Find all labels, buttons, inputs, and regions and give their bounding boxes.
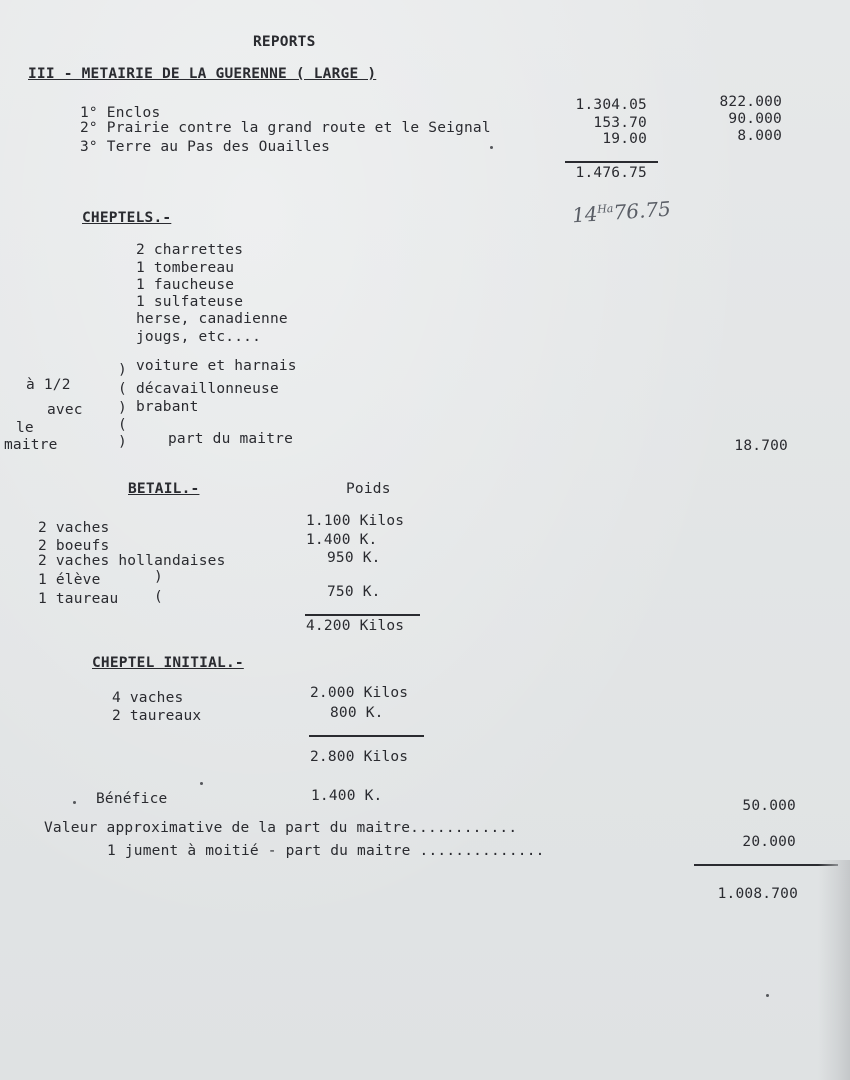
bracket: ) bbox=[154, 569, 163, 585]
initial-label: 2 taureaux bbox=[112, 708, 202, 724]
benefice-weight: 1.400 K. bbox=[311, 788, 383, 804]
initial-weight: 2.000 Kilos bbox=[310, 685, 409, 701]
livestock-label: 2 boeufs bbox=[38, 538, 110, 554]
parcel-area: 153.70 bbox=[593, 115, 647, 131]
livestock-weight: 1.100 Kilos bbox=[306, 513, 405, 529]
paper-edge bbox=[818, 860, 850, 1080]
jument-value: 20.000 bbox=[742, 834, 796, 850]
livestock-label: 1 élève bbox=[38, 572, 101, 588]
equipment-item: 2 charrettes bbox=[136, 242, 244, 258]
total-rule bbox=[305, 614, 420, 616]
livestock-label: 2 vaches bbox=[38, 520, 110, 536]
half-side-label: avec bbox=[47, 402, 83, 418]
weight-header: Poids bbox=[346, 481, 391, 497]
equipment-item: 1 tombereau bbox=[136, 260, 235, 276]
handwritten-note: $14^{Ha}76.75$ bbox=[571, 196, 672, 228]
initial-total: 2.800 Kilos bbox=[310, 749, 409, 765]
livestock-weight: 750 K. bbox=[327, 584, 381, 600]
bracket: ( bbox=[154, 589, 163, 605]
livestock-total: 4.200 Kilos bbox=[306, 618, 405, 634]
ink-speck bbox=[490, 146, 493, 149]
grand-total-rule bbox=[694, 864, 838, 866]
ink-speck bbox=[73, 801, 76, 804]
parcel-label: 2° Prairie contre la grand route et le Seignal bbox=[80, 120, 491, 136]
half-side-label: à 1/2 bbox=[26, 377, 71, 393]
equipment-item: 1 sulfateuse bbox=[136, 294, 244, 310]
half-item: décavaillonneuse bbox=[136, 381, 279, 397]
bracket: ) bbox=[118, 400, 127, 416]
page-title: REPORTS bbox=[253, 34, 316, 50]
equipment-item: 1 faucheuse bbox=[136, 277, 235, 293]
bracket: ) bbox=[118, 434, 127, 450]
cheptel-initial-heading: CHEPTEL INITIAL.- bbox=[92, 655, 244, 671]
grand-total: 1.008.700 bbox=[717, 886, 798, 902]
cheptels-heading: CHEPTELS.- bbox=[82, 210, 172, 226]
livestock-weight: 1.400 K. bbox=[306, 532, 378, 548]
equipment-item: jougs, etc.... bbox=[136, 329, 262, 345]
ink-speck bbox=[766, 994, 769, 997]
parcel-label: 3° Terre au Pas des Ouailles bbox=[80, 139, 331, 155]
jument-line: 1 jument à moitié - part du maitre .............. bbox=[107, 843, 545, 859]
total-rule bbox=[309, 735, 424, 737]
half-side-label: maitre bbox=[4, 437, 58, 453]
benefice-value: 50.000 bbox=[742, 798, 796, 814]
half-item: part du maitre bbox=[168, 431, 294, 447]
parcels-total: 1.476.75 bbox=[575, 165, 647, 181]
initial-label: 4 vaches bbox=[112, 690, 184, 706]
half-item: voiture et harnais bbox=[136, 358, 297, 374]
parcel-area: 19.00 bbox=[602, 131, 647, 147]
half-item: brabant bbox=[136, 399, 199, 415]
subtotal-rule bbox=[565, 161, 658, 163]
betail-heading: BETAIL.- bbox=[128, 481, 200, 497]
benefice-label: Bénéfice bbox=[96, 791, 168, 807]
cheptels-value: 18.700 bbox=[734, 438, 788, 454]
valeur-line: Valeur approximative de la part du maitre............ bbox=[44, 820, 518, 836]
ink-speck bbox=[200, 782, 203, 785]
livestock-weight: 950 K. bbox=[327, 550, 381, 566]
livestock-label: 1 taureau bbox=[38, 591, 119, 607]
initial-weight: 800 K. bbox=[330, 705, 384, 721]
bracket: ( bbox=[118, 417, 127, 433]
parcel-label: 1° Enclos bbox=[80, 105, 161, 121]
equipment-item: herse, canadienne bbox=[136, 311, 288, 327]
section-heading: III - METAIRIE DE LA GUERENNE ( LARGE ) bbox=[28, 66, 377, 82]
bracket: ) bbox=[118, 362, 127, 378]
parcel-area: 1.304.05 bbox=[575, 97, 647, 113]
bracket: ( bbox=[118, 381, 127, 397]
parcel-value: 8.000 bbox=[737, 128, 782, 144]
livestock-label: 2 vaches hollandaises bbox=[38, 553, 226, 569]
parcel-value: 90.000 bbox=[728, 111, 782, 127]
half-side-label: le bbox=[16, 420, 34, 436]
parcel-value: 822.000 bbox=[719, 94, 782, 110]
